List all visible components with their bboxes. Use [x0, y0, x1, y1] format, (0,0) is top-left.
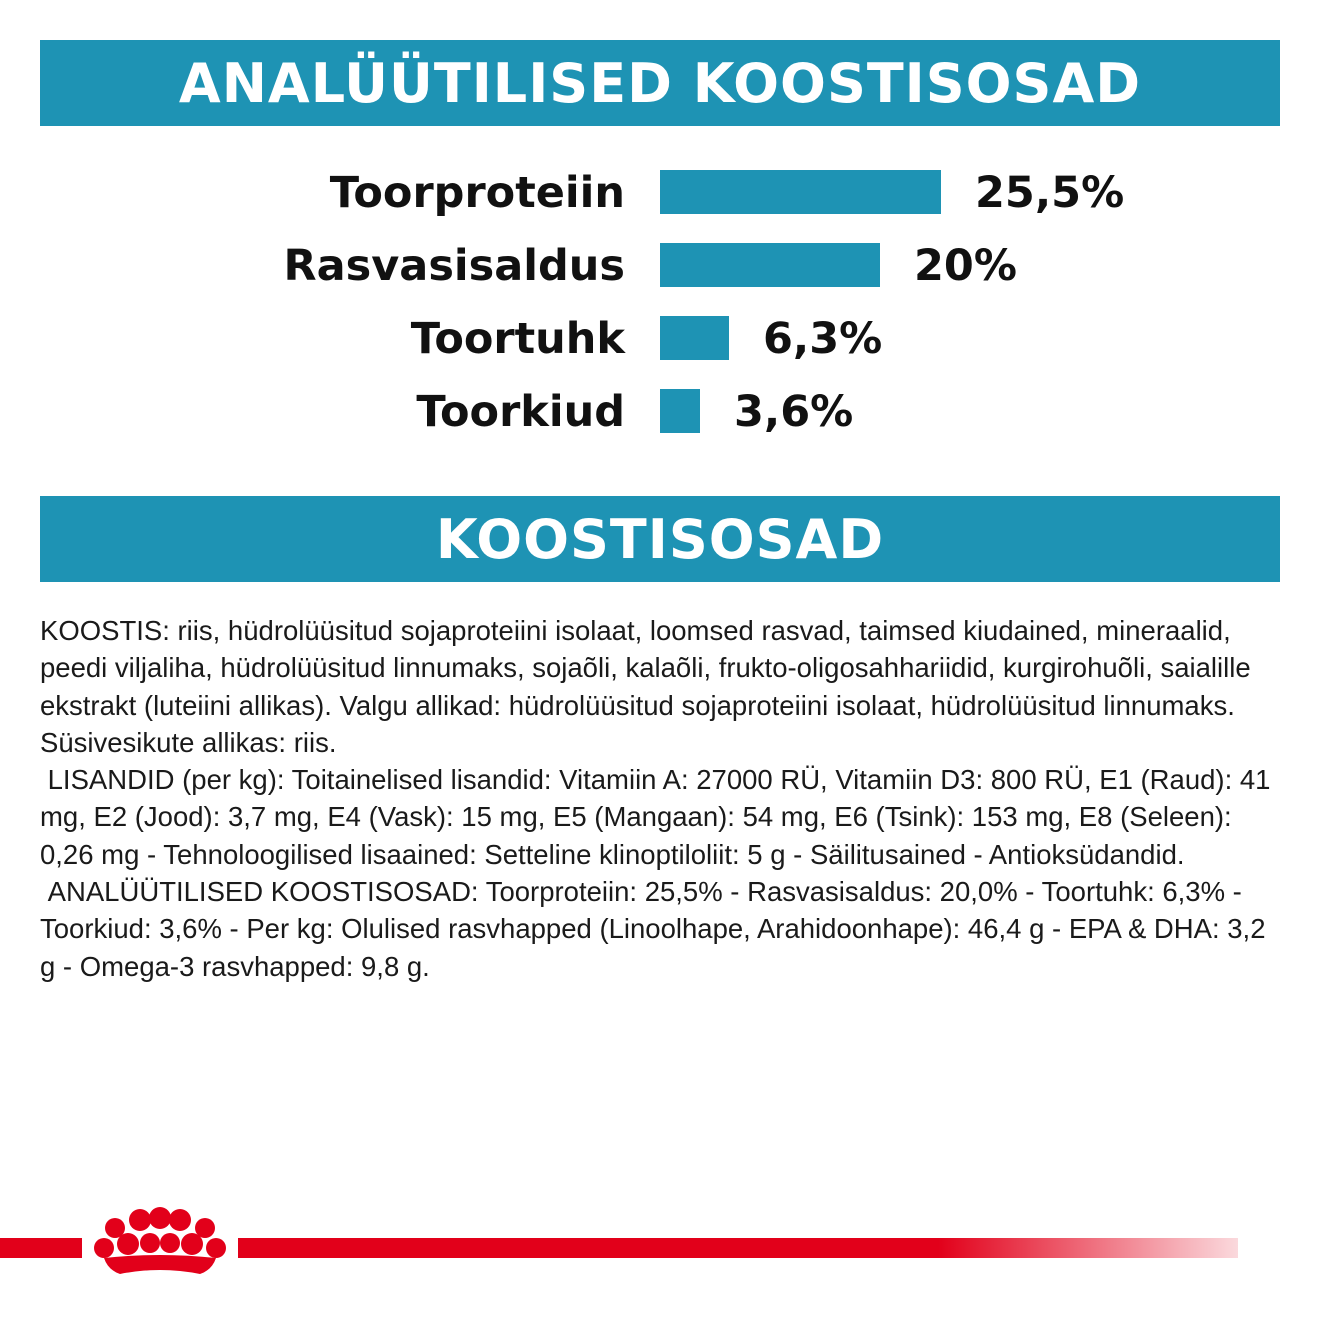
bar-category-label: Rasvasisaldus — [283, 241, 625, 291]
bar-value-label: 3,6% — [734, 387, 854, 437]
bar-value-label: 25,5% — [975, 168, 1125, 218]
bar-value-label: 20% — [914, 241, 1017, 291]
bar-category-label: Toorkiud — [416, 387, 625, 437]
analytical-paragraph: ANALÜÜTILISED KOOSTISOSAD: Toorproteiin: 25,5% - Rasvasisaldus: 20,0% - Toortuhk: 6,3% - Toorkiud: 3,6% - Per kg: Olulised rasvhapped (Linoolhape, Arahidoonhape): 46,4 g - EPA & DHA: 3,2 g - Omega-3 rasvhapped: 9,8 g. — [40, 876, 1274, 982]
composition-paragraph: KOOSTIS: riis, hüdrolüüsitud sojaproteiini isolaat, loomsed rasvad, taimsed kiudained, mineraalid, peedi viljaliha, hüdrolüüsitud linnumaks, sojaõli, kalaõli, frukto-oligosahhariidid, kurgirohuõli, saialille ekstrakt (luteiini allikas). Valgu allikad: hüdrolüüsitud sojaproteiini isolaat, hüdrolüüsitud linnumaks. Süsivesikute allikas: riis. — [40, 615, 1259, 758]
analytical-constituents-chart — [0, 150, 1320, 450]
ingredients-text — [40, 612, 1280, 985]
bar — [660, 316, 729, 360]
bar-category-label: Toortuhk — [410, 314, 625, 364]
bar — [660, 389, 700, 433]
analytical-constituents-title: ANALÜÜTILISED KOOSTISOSAD — [178, 51, 1142, 115]
additives-paragraph: LISANDID (per kg): Toitainelised lisandid: Vitamiin A: 27000 RÜ, Vitamiin D3: 800 RÜ, E1 (Raud): 41 mg, E2 (Jood): 3,7 mg, E4 (Vask): 15 mg, E5 (Mangaan): 54 mg, E6 (Tsink): 153 mg, E8 (Seleen): 0,26 mg - Tehnoloogilised lisaained: Setteline klinoptiloliit: 5 g - Säilitusained - Antioksüdandid. — [40, 764, 1279, 870]
royal-canin-crown-icon — [88, 1206, 232, 1282]
analytical-constituents-banner — [40, 40, 1280, 126]
ingredients-banner — [40, 496, 1280, 582]
footer-line-left — [0, 1238, 82, 1258]
bar — [660, 170, 941, 214]
bar-category-label: Toorproteiin — [329, 168, 625, 218]
footer-line-right — [238, 1238, 1238, 1258]
ingredients-title: KOOSTISOSAD — [435, 507, 885, 571]
bar-value-label: 6,3% — [763, 314, 883, 364]
bar — [660, 243, 880, 287]
